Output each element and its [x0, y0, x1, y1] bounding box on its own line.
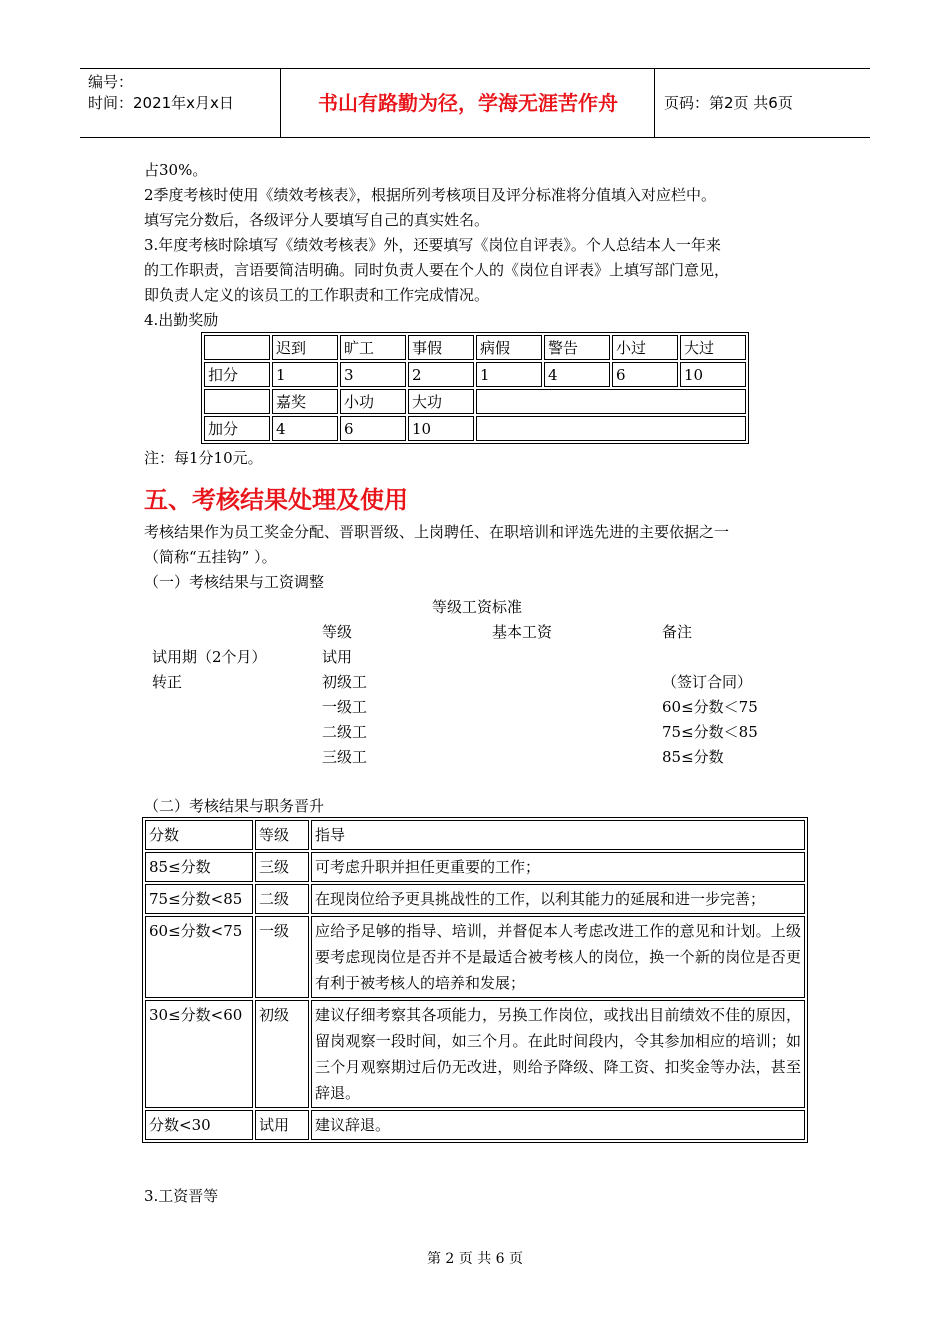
table-header-cell: 分数 — [145, 820, 253, 850]
wage-grade: 三级工 — [322, 748, 368, 766]
wage-title: 等级工资标准 — [432, 598, 523, 616]
table-cell: 旷工 — [340, 335, 406, 360]
subsection-heading: （一）考核结果与工资调整 — [144, 573, 325, 591]
table-row — [204, 335, 746, 360]
wage-grade: 一级工 — [322, 698, 368, 716]
table-cell: 可考虑升职并担任更重要的工作； — [311, 852, 805, 882]
table-cell: 30≤分数<60 — [145, 1000, 253, 1108]
table-header-cell: 指导 — [311, 820, 805, 850]
table-row — [204, 416, 746, 441]
wage-header-basic: 基本工资 — [492, 623, 553, 641]
table-row — [145, 820, 805, 850]
table-cell: 事假 — [408, 335, 474, 360]
intro-line: 填写完分数后，各级评分人要填写自己的真实姓名。 — [144, 211, 490, 229]
wage-period: 试用期（2个月） — [152, 648, 267, 666]
table-cell: 6 — [612, 362, 678, 387]
table-cell: 4 — [544, 362, 610, 387]
table-cell: 一级 — [255, 916, 309, 998]
table-cell: 60≤分数<75 — [145, 916, 253, 998]
code-label: 编号： — [88, 73, 134, 91]
header-page-label: 页码：第2页 共6页 — [664, 94, 793, 112]
table-cell: 在现岗位给予更具挑战性的工作，以利其能力的延展和进一步完善； — [311, 884, 805, 914]
wage-remark: （签订合同） — [662, 673, 753, 691]
table-cell: 三级 — [255, 852, 309, 882]
wage-header-grade: 等级 — [322, 623, 353, 641]
table-cell — [476, 389, 746, 414]
table-row — [145, 1000, 805, 1108]
intro-line: 的工作职责，言语要简洁明确。同时负责人要在个人的《岗位自评表》上填写部门意见， — [144, 261, 730, 279]
table-cell: 85≤分数 — [145, 852, 253, 882]
table-cell: 1 — [476, 362, 542, 387]
table-cell: 迟到 — [272, 335, 338, 360]
promotion-table — [142, 817, 808, 1143]
table-cell: 应给予足够的指导、培训，并督促本人考虑改进工作的意见和计划。上级要考虑现岗位是否并不是最适合被考核人的岗位，换一个新的岗位是否更有利于被考核人的培养和发展； — [311, 916, 805, 998]
table-cell — [204, 389, 270, 414]
wage-remark: 85≤分数 — [662, 748, 724, 766]
wage-remark: 60≤分数＜75 — [662, 698, 758, 716]
table-cell: 小过 — [612, 335, 678, 360]
table-cell: 3 — [340, 362, 406, 387]
table-row — [145, 916, 805, 998]
table-cell: 二级 — [255, 884, 309, 914]
table-cell: 初级 — [255, 1000, 309, 1108]
table-cell: 嘉奖 — [272, 389, 338, 414]
table-cell: 6 — [340, 416, 406, 441]
page-header — [80, 68, 870, 138]
table-cell: 病假 — [476, 335, 542, 360]
table-row — [204, 389, 746, 414]
table-row — [145, 1110, 805, 1140]
table-header-cell: 等级 — [255, 820, 309, 850]
attendance-note: 注：每1分10元。 — [144, 449, 263, 467]
header-motto: 书山有路勤为径，学海无涯苦作舟 — [282, 69, 655, 137]
intro-line: 即负责人定义的该员工的工作职责和工作完成情况。 — [144, 286, 490, 304]
table-row — [204, 362, 746, 387]
table-cell: 大功 — [408, 389, 474, 414]
intro-line: 2季度考核时使用《绩效考核表》，根据所列考核项目及评分标准将分值填入对应栏中。 — [144, 186, 717, 204]
wage-period: 转正 — [152, 673, 183, 691]
table-cell — [204, 335, 270, 360]
intro-line: 3.年度考核时除填写《绩效考核表》外，还要填写《岗位自评表》。个人总结本人一年来 — [144, 236, 721, 254]
table-cell: 扣分 — [204, 362, 270, 387]
table-cell: 75≤分数<85 — [145, 884, 253, 914]
section-desc: 考核结果作为员工奖金分配、晋职晋级、上岗聘任、在职培训和评选先进的主要依据之一 — [144, 523, 730, 541]
time-label: 时间：2021年x月x日 — [88, 94, 234, 112]
table-cell: 建议辞退。 — [311, 1110, 805, 1140]
table-cell: 试用 — [255, 1110, 309, 1140]
attendance-heading: 4.出勤奖励 — [144, 311, 219, 329]
header-left — [80, 69, 281, 137]
table-cell: 小功 — [340, 389, 406, 414]
page-footer: 第 2 页 共 6 页 — [426, 1251, 524, 1267]
section-title: 五、考核结果处理及使用 — [144, 486, 408, 514]
table-row — [145, 884, 805, 914]
attendance-table — [201, 332, 749, 444]
wage-grade: 初级工 — [322, 673, 368, 691]
table-row — [145, 852, 805, 882]
wage-remark: 75≤分数＜85 — [662, 723, 758, 741]
wage-grade: 试用 — [322, 648, 353, 666]
subsection-heading: 3.工资晋等 — [144, 1187, 219, 1205]
wage-header-remark: 备注 — [662, 623, 693, 641]
table-cell: 加分 — [204, 416, 270, 441]
table-cell: 分数<30 — [145, 1110, 253, 1140]
table-cell: 2 — [408, 362, 474, 387]
intro-line: 占30%。 — [144, 161, 208, 179]
table-cell: 10 — [680, 362, 746, 387]
subsection-heading: （二）考核结果与职务晋升 — [144, 797, 325, 815]
table-cell: 4 — [272, 416, 338, 441]
table-cell: 大过 — [680, 335, 746, 360]
table-cell: 10 — [408, 416, 474, 441]
table-cell: 1 — [272, 362, 338, 387]
table-cell — [476, 416, 746, 441]
wage-grade: 二级工 — [322, 723, 368, 741]
table-cell: 建议仔细考察其各项能力，另换工作岗位，或找出目前绩效不佳的原因，留岗观察一段时间，如三个月。在此时间段内，令其参加相应的培训；如三个月观察期过后仍无改进，则给予降级、降工资、扣奖金等办法，甚至辞退。 — [311, 1000, 805, 1108]
section-desc: （简称“五挂钩” ）。 — [144, 548, 277, 566]
table-cell: 警告 — [544, 335, 610, 360]
